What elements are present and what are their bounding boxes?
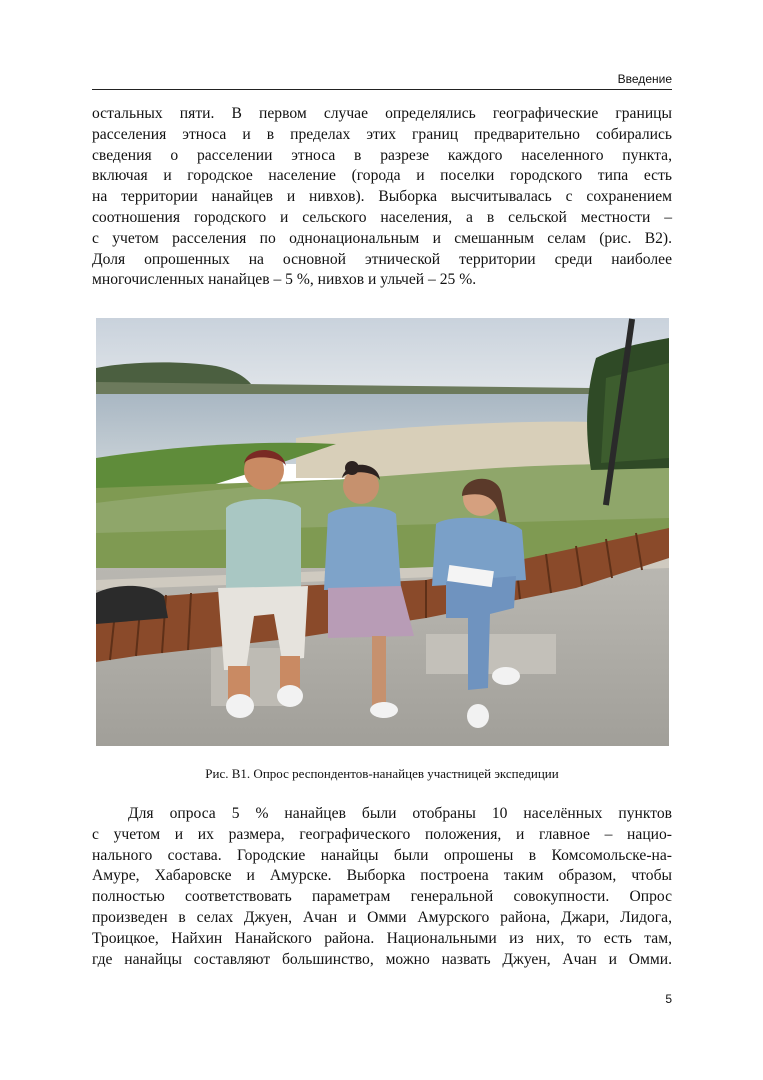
photo-survey-on-riverbank [96, 318, 669, 746]
text-line: расселения этноса и в пределах этих границ предварительно собирались [92, 125, 672, 143]
text-line: соотношения городского и сельского населения, а в сельской местности – [92, 208, 672, 226]
text-line: нального состава. Городские нанайцы были опрошены в Комсомольске-на- [92, 846, 672, 864]
paragraph-2 [92, 804, 672, 970]
text-line: полностью соответствовать параметрам генеральной совокупности. Опрос [92, 888, 672, 906]
text-line: с учетом и их размера, географического положения, и главное – нацио- [92, 825, 672, 843]
figure-caption: Рис. В1. Опрос респондентов-нанайцев участницей экспедиции [205, 766, 559, 781]
page-number: 5 [665, 992, 672, 1006]
text-line: Для опроса 5 % нанайцев были отобраны 10 населённых пунктов [128, 805, 672, 822]
text-line: произведен в селах Джуен, Ачан и Омми Амурского района, Джари, Лидога, [92, 908, 672, 926]
section-title: Введение [617, 72, 672, 86]
text-line: включая и городское население (города и поселки городского типа есть [92, 167, 672, 185]
running-head [92, 72, 672, 90]
text-line: на территории нанайцев и нивхов). Выборка высчитывалась с сохранением [92, 188, 672, 206]
text-line: сведения о расселении этноса в разрезе каждого населенного пункта, [92, 146, 672, 164]
text-line: Амуре, Хабаровске и Амурске. Выборка построена таким образом, чтобы [92, 867, 672, 885]
text-line: многочисленных нанайцев – 5 %, нивхов и ульчей – 25 %. [92, 271, 477, 289]
text-line: Доля опрошенных на основной этнической территории среди наиболее [92, 250, 672, 268]
text-line: с учетом расселения по однонациональным и смешанным селам (рис. В2). [92, 229, 672, 247]
paragraph-1 [92, 104, 672, 291]
text-line: Троицкое, Найхин Нанайского района. Национальными из них, то есть там, [92, 929, 672, 947]
text-line: где нанайцы составляют большинство, можно назвать Джуен, Ачан и Омми. [92, 950, 672, 968]
text-line: остальных пяти. В первом случае определялись географические границы [92, 105, 672, 122]
